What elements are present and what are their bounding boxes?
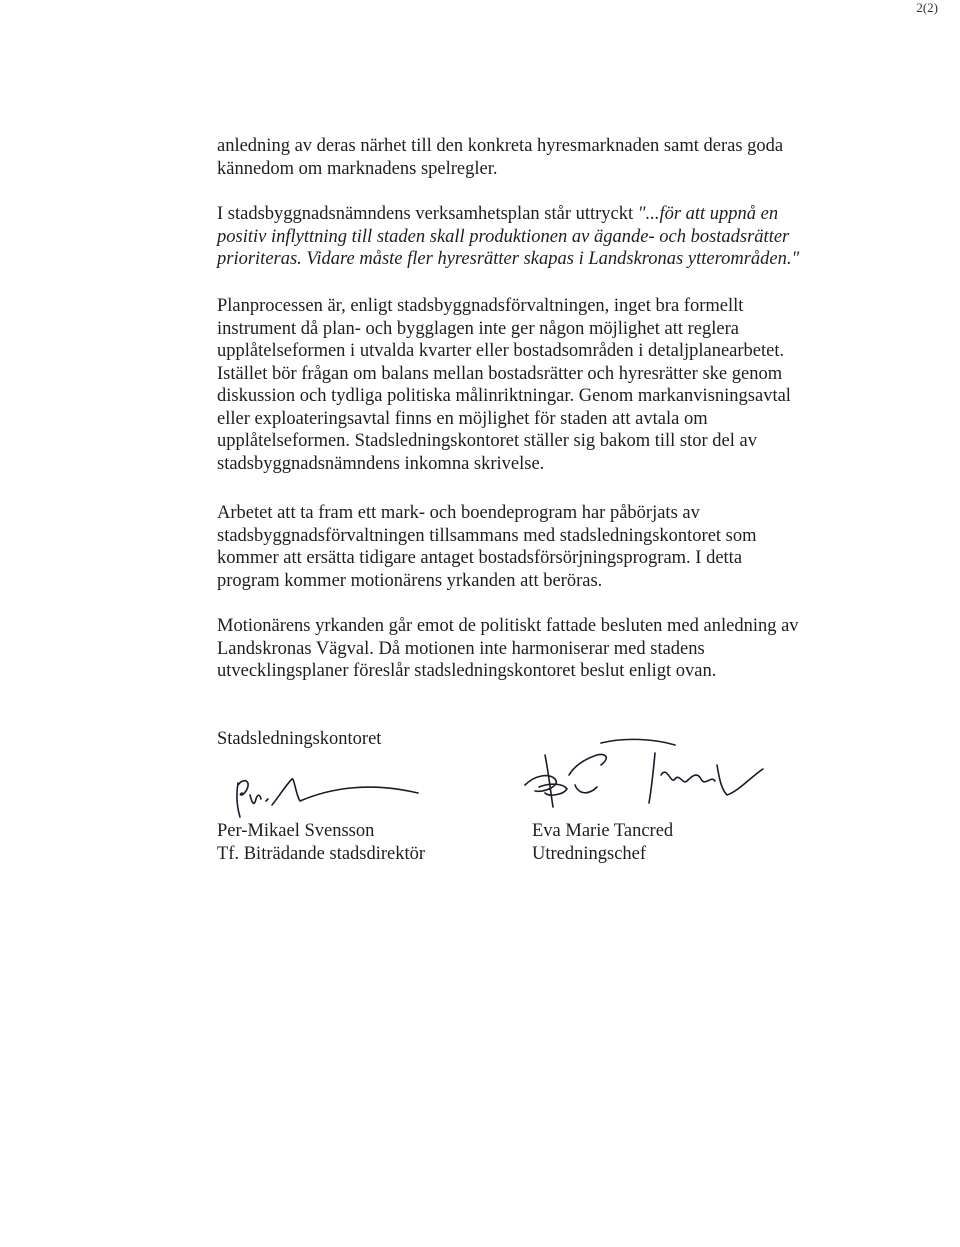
page-number: 2(2) xyxy=(916,0,938,15)
quote-line: positiv inflyttning till staden skall produktionen av ägande- och bostadsrätter xyxy=(217,226,790,247)
text-line: stadsbyggnadsnämndens inkomna skrivelse. xyxy=(217,453,545,474)
quote-line: prioriteras. Vidare måste fler hyresrätter skapas i Landskronas ytterområden." xyxy=(217,249,800,269)
signatory-left-title: Tf. Biträdande stadsdirektör xyxy=(217,844,426,864)
quote-intro: I stadsbyggnadsnämndens verksamhetsplan står uttryckt xyxy=(217,204,638,224)
text-line: anledning av deras närhet till den konkreta hyresmarknaden samt deras goda xyxy=(217,136,784,156)
paragraph-1 xyxy=(217,135,857,180)
sender-organization: Stadsledningskontoret xyxy=(217,729,382,749)
text-line: Landskronas Vägval. Då motionen inte harmoniserar med stadens xyxy=(217,638,705,659)
signature-right-image xyxy=(505,735,775,825)
text-line: kännedom om marknadens spelregler. xyxy=(217,158,498,179)
text-line: stadsbyggnadsförvaltningen tillsammans med stadsledningskontoret som xyxy=(217,525,757,546)
text-line: program kommer motionärens yrkanden att beröras. xyxy=(217,570,603,591)
text-line: Arbetet att ta fram ett mark- och boendeprogram har påbörjats av xyxy=(217,503,700,523)
text-line xyxy=(217,203,857,226)
paragraph-4 xyxy=(217,502,857,592)
text-line: upplåtelseformen i utvalda kvarter eller bostadsområden i detaljplanearbetet. xyxy=(217,341,785,361)
paragraph-2-quote xyxy=(217,203,857,271)
text-line: Istället bör frågan om balans mellan bostadsrätter och hyresrätter ske genom xyxy=(217,363,783,384)
text-line: kommer att ersätta tidigare antaget bostadsförsörjningsprogram. I detta xyxy=(217,548,743,568)
paragraph-5 xyxy=(217,615,857,683)
signature-left-image xyxy=(228,765,428,825)
signatory-right xyxy=(532,820,673,866)
text-line: instrument då plan- och bygglagen inte ger någon möjlighet att reglera xyxy=(217,318,739,339)
quote-start: "...för att uppnå en xyxy=(637,204,779,224)
paragraph-3 xyxy=(217,295,857,475)
text-line: eller exploateringsavtal finns en möjlighet för staden att avtala om xyxy=(217,408,708,429)
text-line: upplåtelseformen. Stadsledningskontoret ställer sig bakom till stor del av xyxy=(217,431,757,451)
signatory-right-title: Utredningschef xyxy=(532,844,647,864)
signatory-right-name: Eva Marie Tancred xyxy=(532,821,674,841)
text-line: diskussion och tydliga politiska målinriktningar. Genom markanvisningsavtal xyxy=(217,386,791,406)
signatory-left-name: Per-Mikael Svensson xyxy=(217,821,375,841)
text-line: utvecklingsplaner föreslår stadsledningskontoret beslut enligt ovan. xyxy=(217,661,717,681)
signatory-left xyxy=(217,820,425,866)
text-line: Planprocessen är, enligt stadsbyggnadsförvaltningen, inget bra formellt xyxy=(217,296,744,316)
text-line: Motionärens yrkanden går emot de politiskt fattade besluten med anledning av xyxy=(217,616,799,636)
